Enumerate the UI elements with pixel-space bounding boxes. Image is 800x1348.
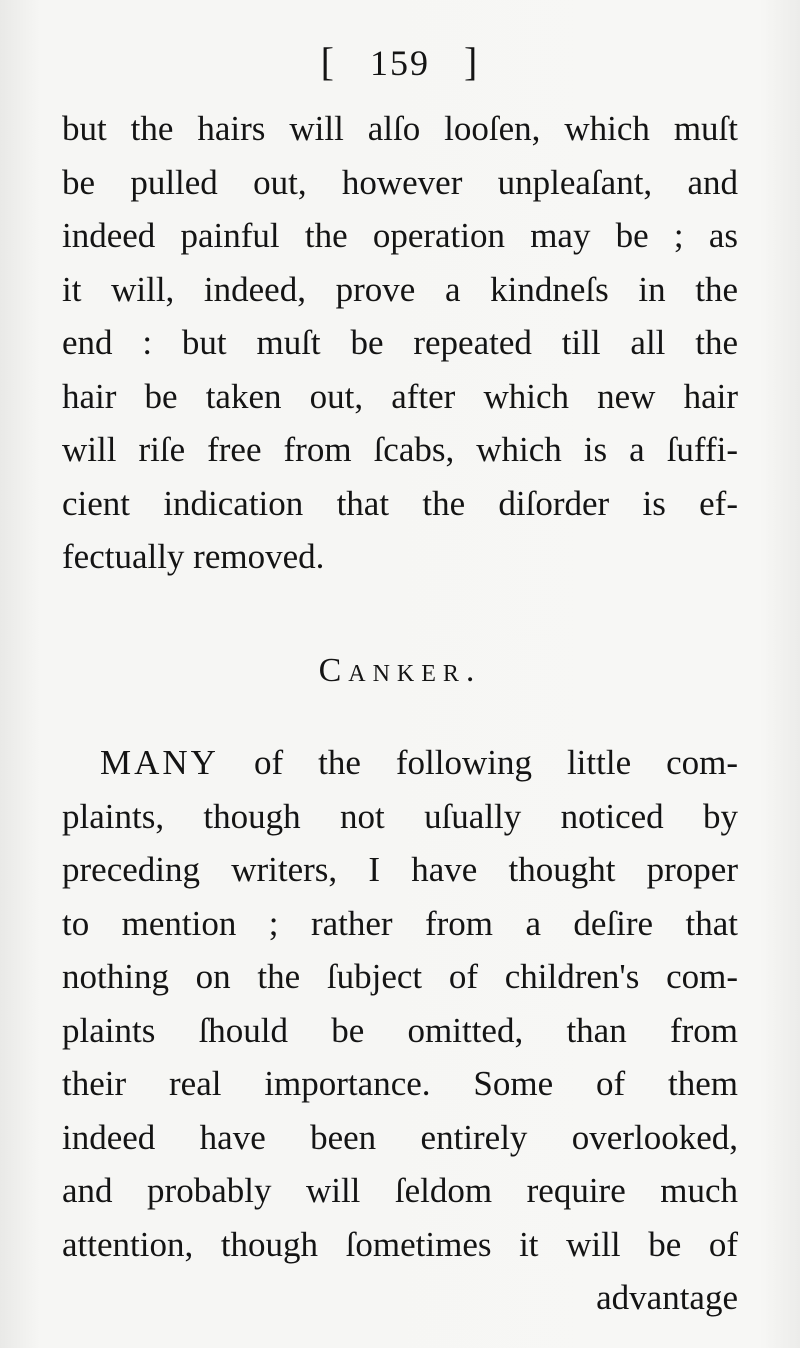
- section-heading: Canker.: [318, 652, 482, 689]
- paragraph-2: [62, 736, 738, 1325]
- catchword: advantage: [596, 1278, 738, 1317]
- text-line: to mention ; rather from a deſire that: [62, 903, 738, 943]
- text-line: and probably will ſeldom require much: [62, 1171, 738, 1210]
- text-line: hair be taken out, after which new hair: [62, 376, 738, 416]
- text-line: will riſe free from ſcabs, which is a ſuffi-: [62, 430, 738, 469]
- text-line: but the hairs will alſo looſen, which muſt: [62, 109, 738, 148]
- text-line: fectually removed.: [62, 537, 325, 576]
- opening-word: MANY: [100, 743, 219, 782]
- text-line: preceding writers, I have thought proper: [62, 850, 738, 889]
- page-number: 159: [370, 43, 430, 83]
- text-line: cient indication that the diſorder is ef-: [62, 483, 738, 523]
- page-number-bracket-close: ]: [464, 39, 480, 84]
- text-line: attention, though ſometimes it will be of: [62, 1224, 738, 1264]
- text-line: indeed painful the operation may be ; as: [62, 216, 738, 255]
- text-line: end : but muſt be repeated till all the: [62, 323, 738, 362]
- text-line-first: [62, 736, 738, 790]
- paragraph-1: [62, 102, 738, 584]
- text-line: nothing on the ſubject of children's com-: [62, 957, 738, 996]
- text-line: it will, indeed, prove a kindneſs in the: [62, 269, 738, 309]
- page-header: [0, 38, 800, 85]
- text-line: be pulled out, however unpleaſant, and: [62, 162, 738, 202]
- first-line-rest: of the following little com-: [253, 743, 739, 782]
- text-line: plaints, though not uſually noticed by: [62, 796, 738, 836]
- text-line: their real importance. Some of them: [62, 1064, 738, 1103]
- text-line: indeed have been entirely overlooked,: [62, 1117, 738, 1157]
- page-number-bracket-open: [: [320, 39, 336, 84]
- text-line: plaints ſhould be omitted, than from: [62, 1010, 738, 1050]
